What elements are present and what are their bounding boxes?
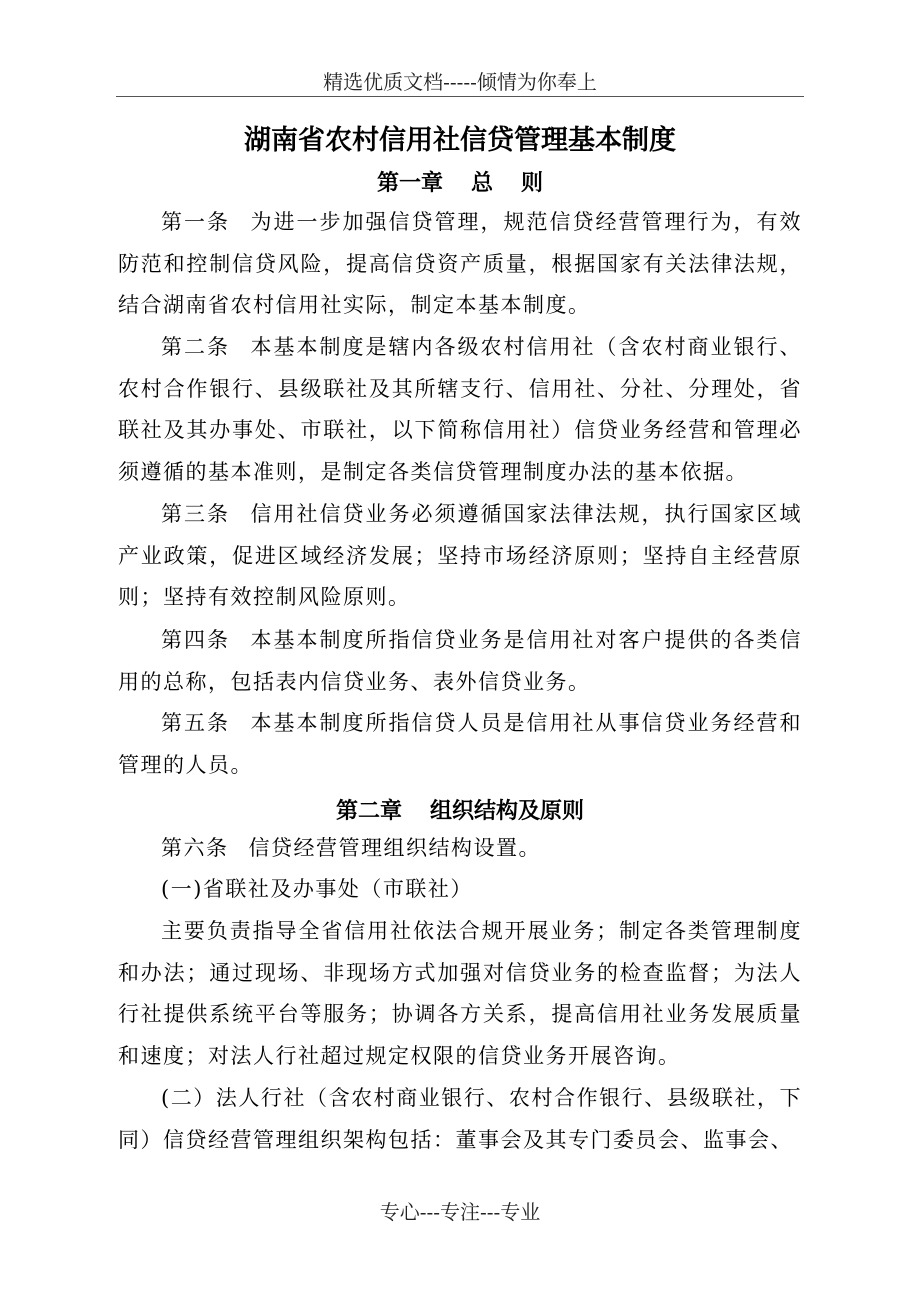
article-text: 为进一步加强信贷管理，规范信贷经营管理行为，有效防范和控制信贷风险，提高信贷资产质量，根据国家有关法律法规，结合湖南省农村信用社实际，制定本基本制度。 — [118, 210, 802, 317]
chapter-1-word-1: 总 — [470, 171, 493, 196]
article-label: 第四条 — [161, 628, 230, 652]
article-text: 本基本制度所指信贷业务是信用社对客户提供的各类信用的总称，包括表内信贷业务、表外信贷业务。 — [118, 628, 802, 694]
article-6 — [118, 828, 802, 870]
article-3 — [118, 494, 802, 619]
document-title: 湖南省农村信用社信贷管理基本制度 — [244, 125, 676, 156]
article-2 — [118, 327, 802, 493]
article-label: 第五条 — [161, 711, 230, 735]
chapter-1-word-2: 则 — [521, 171, 544, 196]
article-label: 第六条 — [161, 836, 229, 860]
section-2-body: (二）法人行社（含农村商业银行、农村合作银行、县级联社，下同）信贷经营管理组织架构包括：董事会及其专门委员会、监事会、 — [118, 1086, 802, 1152]
page-footer: 专心---专注---专业 — [379, 1200, 541, 1224]
chapter-1-number: 第一章 — [376, 171, 443, 196]
chapter-2-heading — [0, 794, 920, 825]
section-1-body: 主要负责指导全省信用社依法合规开展业务；制定各类管理制度和办法；通过现场、非现场方式加强对信贷业务的检查监督；为法人行社提供系统平台等服务；协调各方关系，提高信用社业务发展质量和速度；对法人行社超过规定权限的信贷业务开展咨询。 — [118, 919, 802, 1068]
article-label: 第一条 — [161, 210, 230, 234]
header-divider — [116, 96, 804, 97]
article-text: 信贷经营管理组织结构设置。 — [248, 836, 541, 860]
article-4 — [118, 620, 802, 703]
section-1-heading: (一)省联社及办事处（市联社） — [161, 877, 473, 901]
article-label: 第三条 — [161, 502, 230, 526]
article-text: 信用社信贷业务必须遵循国家法律法规，执行国家区域产业政策，促进区域经济发展；坚持市场经济原则；坚持自主经营原则；坚持有效控制风险原则。 — [118, 502, 802, 609]
article-text: 本基本制度所指信贷人员是信用社从事信贷业务经营和管理的人员。 — [118, 711, 802, 777]
chapter-2-name: 组织结构及原则 — [430, 799, 585, 824]
article-text: 本基本制度是辖内各级农村信用社（含农村商业银行、农村合作银行、县级联社及其所辖支行、信用社、分社、分理处，省联社及其办事处、市联社，以下简称信用社）信贷业务经营和管理必须遵循的基本准则，是制定各类信贷管理制度办法的基本依据。 — [118, 335, 802, 484]
page-header: 精选优质文档-----倾情为你奉上 — [323, 70, 597, 94]
chapter-2-number: 第二章 — [335, 799, 402, 824]
article-5 — [118, 703, 802, 786]
chapter-1-heading — [0, 166, 920, 197]
article-label: 第二条 — [161, 335, 230, 359]
article-1 — [118, 202, 802, 327]
